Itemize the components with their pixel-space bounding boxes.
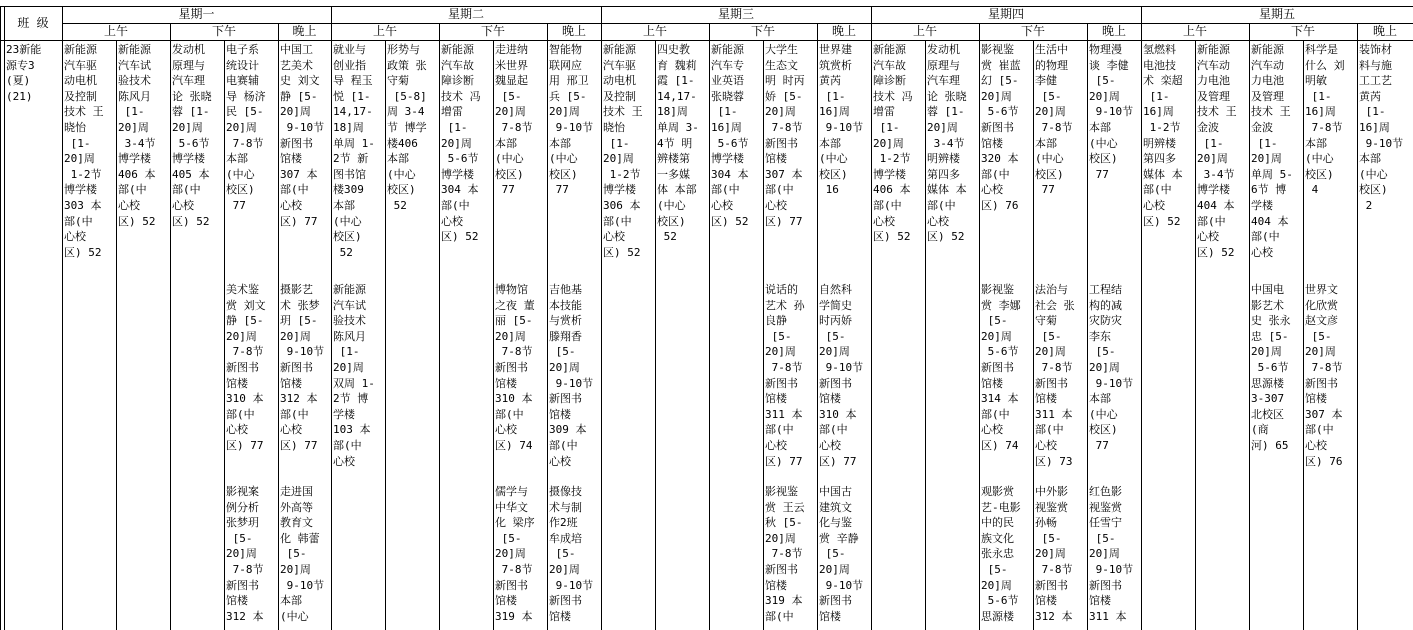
course-entry[interactable]: 儒学与 中华文 化 梁序 [5- 20]周 7-8节 新图书 馆楼 319 本 [495,485,535,623]
class-header: 班 级 [17,16,49,30]
course-entry[interactable]: 中国工 艺美术 史 刘文 静 [5- 20]周 9-10节 新图书 馆楼 307 本 部(中 心校 区) 77 [280,43,325,228]
grid-line [1195,40,1196,630]
course-entry[interactable]: 说话的 艺术 孙 良静 [5- 20]周 7-8节 新图书 馆楼 311 本 部(中 心校 区) 77 [765,283,805,468]
grid-line [0,6,1,630]
day-header: 星期三 [717,7,754,21]
period-header: 上午 [372,24,397,38]
grid-line [655,40,656,630]
grid-line [331,40,332,630]
grid-line [1357,40,1358,630]
grid-line [62,40,63,630]
period-header: 下午 [1020,24,1045,38]
grid-line [385,40,386,630]
grid-line [547,40,548,630]
course-entry[interactable]: 新能源 汽车动 力电池 及管理 技术 王 金波 [1- 20]周 单周 5- 6节 博 学楼 404 本 部(中 心校 [1251,43,1293,259]
course-entry[interactable]: 中外影 视鉴赏 孙畅 [5- 20]周 7-8节 新图书 馆楼 312 本 [1035,485,1073,623]
course-entry[interactable]: 世界建 筑赏析 黄芮 [1- 16]周 9-10节 本部 (中心 校区) 16 [819,43,864,197]
grid-line [601,40,602,630]
grid-line [493,40,494,630]
day-header: 星期一 [178,7,215,21]
period-header: 下午 [750,24,775,38]
course-entry[interactable]: 装饰材 料与施 工工艺 黄芮 [1- 16]周 9-10节 本部 (中心 校区) 2 [1359,43,1404,212]
grid-line [763,40,764,630]
grid-line [979,40,980,630]
course-entry[interactable]: 中国电 影艺术 史 张永 忠 [5- 20]周 5-6节 思源楼 3-307 北校区 (商 河) 65 [1251,283,1291,452]
period-header: 晚上 [561,24,586,38]
period-header: 晚上 [292,24,317,38]
course-entry[interactable]: 影视案 例分析 张梦玥 [5- 20]周 7-8节 新图书 馆楼 312 本 [226,485,264,623]
course-entry[interactable]: 新能源 汽车故 障诊断 技术 冯 增雷 [1- 20]周 1-2节 博学楼 406 本 部(中 心校 区) 52 [873,43,913,244]
day-header: 星期五 [1258,7,1295,21]
course-entry[interactable]: 红色影 视鉴赏 任雪宁 [5- 20]周 9-10节 新图书 馆楼 311 本 [1089,485,1134,623]
period-header: 下午 [480,24,505,38]
period-header: 下午 [211,24,236,38]
grid-line [278,40,279,630]
grid-line [170,40,171,630]
period-header: 下午 [1290,24,1315,38]
course-entry[interactable]: 中国古 建筑文 化与鉴 赏 辛静 [5- 20]周 9-10节 新图书 馆楼 [819,485,864,623]
period-header: 晚上 [1372,24,1397,38]
grid-line [1249,40,1250,630]
course-entry[interactable]: 博物馆 之夜 董 丽 [5- 20]周 7-8节 新图书 馆楼 310 本 部(中 心校 区) 74 [495,283,535,452]
course-entry[interactable]: 物理漫 谈 李健 [5- 20]周 9-10节 本部 (中心 校区) 77 [1089,43,1134,181]
course-entry[interactable]: 走进国 外高等 教育文 化 韩蕾 [5- 20]周 9-10节 本部 (中心 [280,485,325,623]
course-entry[interactable]: 新能源 汽车驱 动电机 及控制 技术 王 晓怡 [1- 20]周 1-2节 博学楼 306 本 部(中 心校 区) 52 [603,43,643,259]
course-entry[interactable]: 电子系 统设计 电赛辅 导 杨济 民 [5- 20]周 7-8节 本部 (中心 校区) 77 [226,43,266,212]
course-entry[interactable]: 工程结 构的减 灾防灾 李东 [5- 20]周 9-10节 本部 (中心 校区) 77 [1089,283,1134,452]
grid-line [709,40,710,630]
course-entry[interactable]: 走进纳 米世界 魏显起 [5- 20]周 7-8节 本部 (中心 校区) 77 [495,43,533,197]
course-entry[interactable]: 影视鉴 赏 王云 秋 [5- 20]周 7-8节 新图书 馆楼 319 本 部(中 [765,485,805,623]
course-entry[interactable]: 生活中 的物理 李健 [5- 20]周 7-8节 本部 (中心 校区) 77 [1035,43,1073,197]
grid-line [439,40,440,630]
grid-line [1303,40,1304,630]
period-header: 上午 [103,24,128,38]
period-header: 上午 [912,24,937,38]
course-entry[interactable]: 新能源 汽车试 验技术 陈风月 [1- 20]周 双周 1- 2节 博 学楼 103 本 部(中 心校 [333,283,375,468]
course-entry[interactable]: 形势与 政策 张 守菊 [5-8] 周 3-4 节 博学 楼406 本部 (中心 校区) 52 [387,43,427,212]
course-entry[interactable]: 新能源 汽车试 验技术 陈风月 [1- 20]周 3-4节 博学楼 406 本 部(中 心校 区) 52 [118,43,156,228]
course-entry[interactable]: 新能源 汽车驱 动电机 及控制 技术 王 晓怡 [1- 20]周 1-2节 博学楼 303 本 部(中 心校 区) 52 [64,43,104,259]
period-header: 晚上 [1101,24,1126,38]
course-entry[interactable]: 新能源 汽车专 业英语 张晓蓉 [1- 16]周 5-6节 博学楼 304 本 部(中 心校 区) 52 [711,43,749,228]
course-entry[interactable]: 发动机 原理与 汽车理 论 张晓 蓉 [1- 20]周 5-6节 博学楼 405 本 部(中 心校 区) 52 [172,43,212,228]
grid-line [4,6,5,630]
day-header: 星期二 [447,7,484,21]
grid-line [1033,40,1034,630]
course-entry[interactable]: 就业与 创业指 导 程玉 悦 [1- 14,17- 18]周 单周 1- 2节 新 图书馆 楼309 本部 (中心 校区) 52 [333,43,375,259]
day-header: 星期四 [987,7,1024,21]
period-header: 上午 [642,24,667,38]
course-entry[interactable]: 影视鉴 赏 崔蓝 幻 [5- 20]周 5-6节 新图书 馆楼 320 本 部(中 心校 区) 76 [981,43,1021,212]
course-entry[interactable]: 美术鉴 赏 刘文 静 [5- 20]周 7-8节 新图书 馆楼 310 本 部(中 心校 区) 77 [226,283,266,452]
course-entry[interactable]: 世界文 化欣赏 赵文彦 [5- 20]周 7-8节 新图书 馆楼 307 本 部(中 心校 区) 76 [1305,283,1343,468]
course-entry[interactable]: 智能物 联网应 用 邢卫 兵 [5- 20]周 9-10节 本部 (中心 校区) 77 [549,43,594,197]
grid-line [224,40,225,630]
grid-line [1141,40,1142,630]
course-entry[interactable]: 氢燃料 电池技 术 栾超 [1- 16]周 1-2节 明辨楼 第四多 媒体 本 部(中 心校 区) 52 [1143,43,1183,228]
course-entry[interactable]: 摄像技 术与制 作2班 牟成培 [5- 20]周 9-10节 新图书 馆楼 [549,485,594,623]
course-entry[interactable]: 摄影艺 术 张梦 玥 [5- 20]周 9-10节 新图书 馆楼 312 本 部(中 心校 区) 77 [280,283,325,452]
course-entry[interactable]: 新能源 汽车动 力电池 及管理 技术 王 金波 [1- 20]周 3-4节 博学楼 404 本 部(中 心校 区) 52 [1197,43,1237,259]
class-name: 23新能 源专3 (夏) (21) [6,43,42,103]
course-entry[interactable]: 法治与 社会 张 守菊 [5- 20]周 7-8节 新图书 馆楼 311 本 部(中 心校 区) 73 [1035,283,1075,468]
grid-line [116,40,117,630]
course-entry[interactable]: 发动机 原理与 汽车理 论 张晓 蓉 [1- 20]周 3-4节 明辨楼 第四多 媒体 本 部(中 心校 区) 52 [927,43,967,244]
grid-line [0,40,1413,41]
period-header: 晚上 [831,24,856,38]
grid-line [925,40,926,630]
course-entry[interactable]: 大学生 生态文 明 时丙 娇 [5- 20]周 7-8节 新图书 馆楼 307 本 部(中 心校 区) 77 [765,43,805,228]
course-entry[interactable]: 吉他基 本技能 与赏析 滕翔香 [5- 20]周 9-10节 新图书 馆楼 309 本 部(中 心校 [549,283,594,468]
course-entry[interactable]: 新能源 汽车故 障诊断 技术 冯 增雷 [1- 20]周 5-6节 博学楼 304 本 部(中 心校 区) 52 [441,43,481,244]
course-entry[interactable]: 四史教 育 魏莉 霞 [1- 14,17- 18]周 单周 3- 4节 明 辨楼第 一多媒 体 本部 (中心 校区) 52 [657,43,699,244]
grid-line [1087,40,1088,630]
course-entry[interactable]: 自然科 学简史 时丙娇 [5- 20]周 9-10节 新图书 馆楼 310 本 部(中 心校 区) 77 [819,283,864,468]
course-entry[interactable]: 观影赏 艺-电影 中的民 族文化 张永忠 [5- 20]周 5-6节 思源楼 [981,485,1021,623]
period-header: 上午 [1182,24,1207,38]
grid-line [817,40,818,630]
course-entry[interactable]: 影视鉴 赏 李娜 [5- 20]周 5-6节 新图书 馆楼 314 本 部(中 心校 区) 74 [981,283,1021,452]
grid-line [871,40,872,630]
course-entry[interactable]: 科学是 什么 刘 明敏 [1- 16]周 7-8节 本部 (中心 校区) 4 [1305,43,1345,197]
